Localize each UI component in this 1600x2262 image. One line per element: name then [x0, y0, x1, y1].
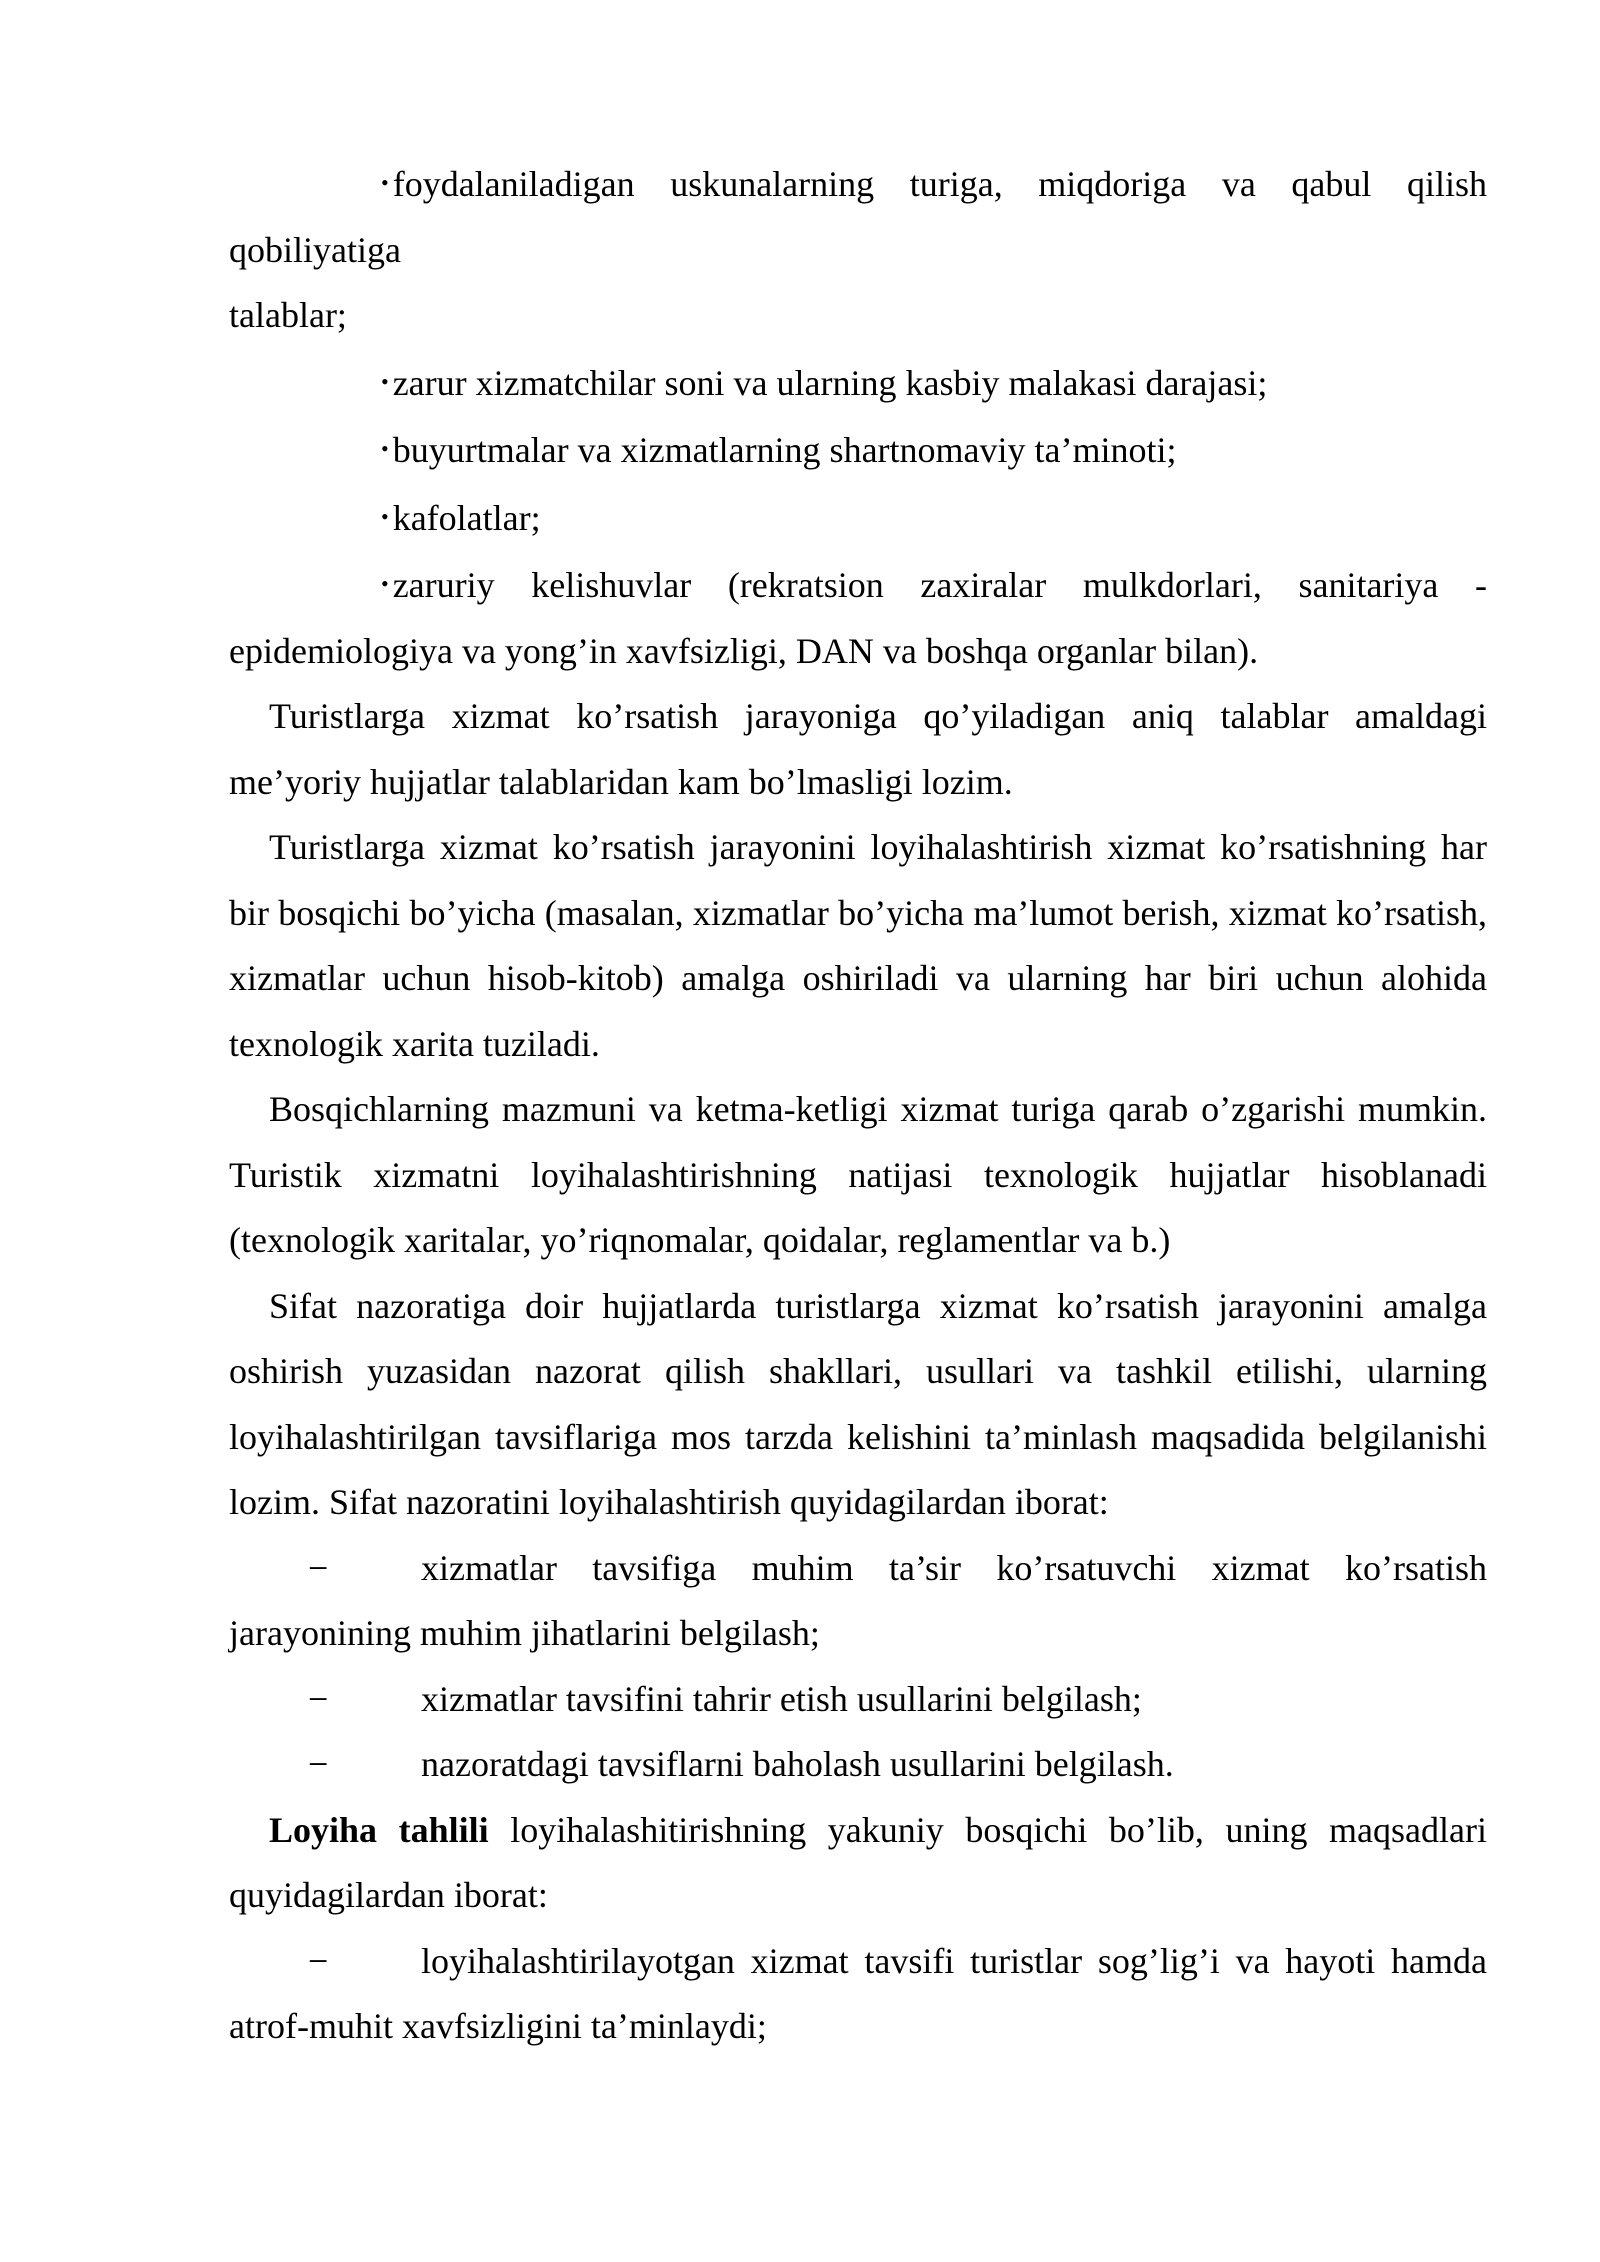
bullet-item [229, 416, 1487, 484]
bullet-text-continued: talablar; [229, 295, 347, 335]
dash-icon: − [308, 1547, 329, 1588]
bullet-icon: • [381, 170, 389, 195]
paragraph: Turistlarga xizmat ko’rsatish jarayonini loyihalashtirish xizmat ko’rsatishning har bir bosqichi bo’yicha (masalan, xizmatlar bo’yicha ma’lumot berish, xizmat ko’rsatish, xizmatlar uchun hisob-kitob) amalga oshiriladi va ularning har biri uchun alohida texnologik xarita tuziladi. [229, 827, 1487, 1064]
bullet-icon: • [381, 368, 389, 394]
paragraph: Sifat nazoratiga doir hujjatlarda turistlarga xizmat ko’rsatish jarayonini amalga oshirish yuzasidan nazorat qilish shakllari, usullari va tashkil etilishi, ularning loyihalashtirilgan tavsiflariga mos tarzda kelishini ta’minlash maqsadida belgilanishi lozim. Sifat nazoratini loyihalashtirish quyidagilardan iborat: [229, 1285, 1487, 1522]
document-page [229, 150, 1487, 2060]
paragraph: Turistlarga xizmat ko’rsatish jarayoniga qo’yiladigan aniq talablar amaldagi me’yoriy hujjatlar talablaridan kam bo’lmasligi lozim. [229, 696, 1487, 802]
dash-item [229, 1732, 1487, 1798]
bullet-icon: • [381, 503, 389, 529]
bullet-item [229, 150, 1487, 283]
bullet-continuation [229, 619, 1487, 685]
bullet-icon: • [381, 571, 389, 596]
bullet-text: zarur xizmatchilar soni va ularning kasbiy malakasi darajasi; [392, 362, 1268, 403]
analysis-term: Loyiha tahlili [269, 1809, 489, 1850]
bullet-item [229, 349, 1487, 417]
dash-text: nazoratdagi tavsiflarni baholash usullarini belgilash. [421, 1744, 1174, 1784]
bullet-text: zaruriy kelishuvlar (rekratsion zaxiralar mulkdorlari, sanitariya - [392, 565, 1487, 605]
bullet-text: buyurtmalar va xizmatlarning shartnomaviy ta’minoti; [392, 430, 1177, 470]
dash-icon: − [308, 1744, 329, 1784]
bullet-item [229, 484, 1487, 552]
dash-item [229, 1536, 1487, 1667]
dash-item [229, 1929, 1487, 2060]
dash-text: loyihalashtirilayotgan xizmat tavsifi turistlar sog’lig’i va hayoti hamda [421, 1940, 1487, 1981]
bullet-text: kafolatlar; [392, 497, 541, 538]
dash-text: xizmatlar tavsifini tahrir etish usullarini belgilash; [421, 1678, 1142, 1719]
bullet-icon: • [381, 436, 389, 461]
dash-icon: − [308, 1940, 329, 1981]
bullet-text: foydalaniladigan uskunalarning turiga, miqdoriga va qabul qilish qobiliyatiga [229, 164, 1487, 270]
dash-text: xizmatlar tavsifiga muhim ta’sir ko’rsatuvchi xizmat ko’rsatish [421, 1547, 1487, 1588]
bullet-continuation [229, 283, 1487, 349]
analysis-paragraph [229, 1798, 1487, 1929]
dash-text-continued: atrof-muhit xavfsizligini ta’minlaydi; [229, 2006, 767, 2046]
dash-icon: − [308, 1678, 329, 1719]
bullet-text-continued: epidemiologiya va yong’in xavfsizligi, DAN va boshqa organlar bilan). [229, 630, 1259, 671]
dash-item [229, 1667, 1487, 1733]
bullet-item [229, 551, 1487, 619]
paragraph: Bosqichlarning mazmuni va ketma-ketligi xizmat turiga qarab o’zgarishi mumkin. Turistik xizmatni loyihalashtirishning natijasi texnologik hujjatlar hisoblanadi (texnologik xaritalar, yo’riqnomalar, qoidalar, reglamentlar va b.) [229, 1089, 1487, 1260]
analysis-text: loyihalashitirishning yakuniy bosqichi bo’lib, uning maqsadlari quyidagilardan iborat: [229, 1809, 1487, 1915]
dash-text-continued: jarayonining muhim jihatlarini belgilash; [229, 1613, 820, 1653]
